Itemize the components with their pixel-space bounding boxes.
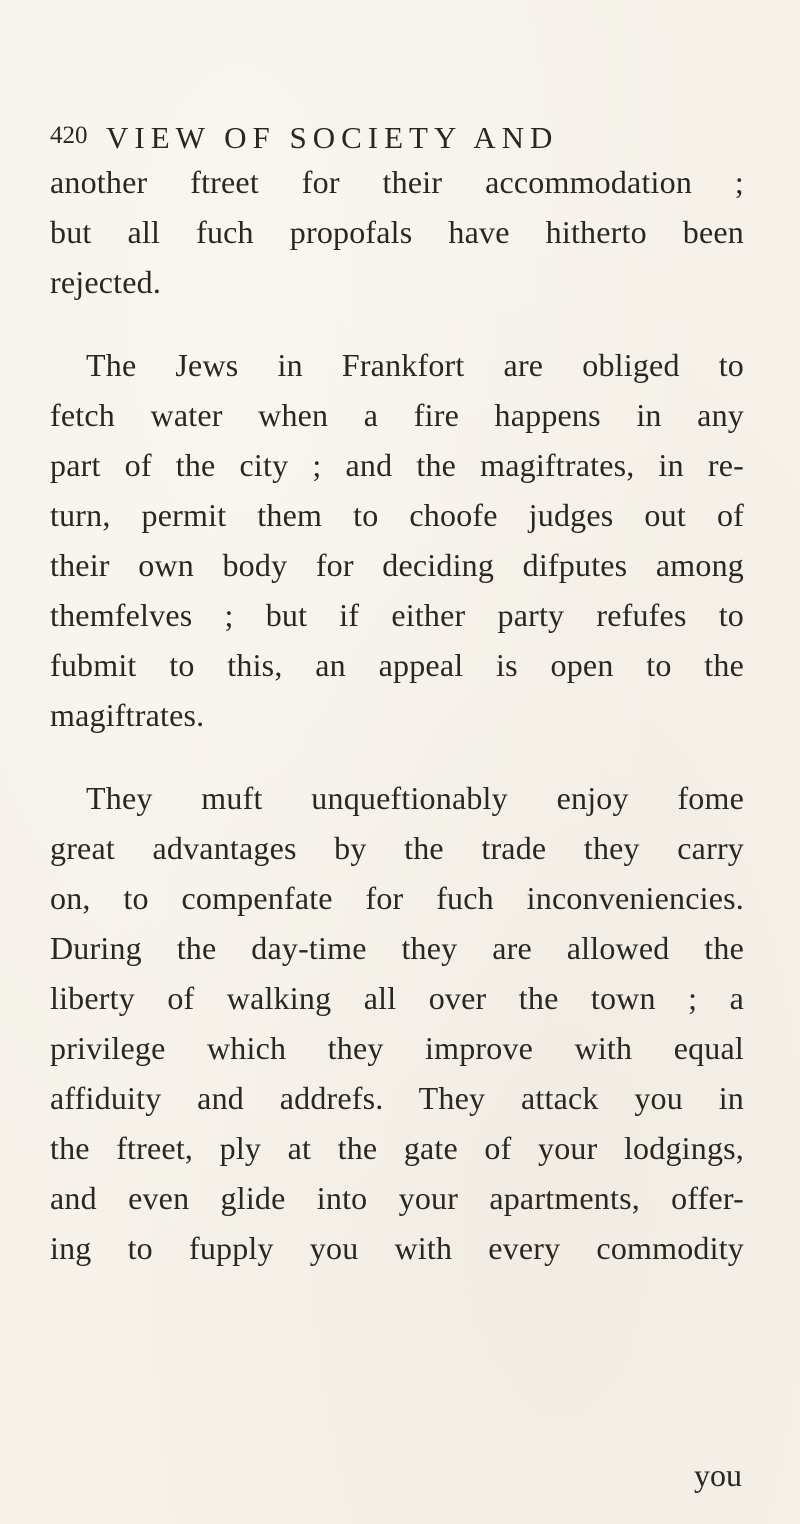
text-line: fetch water when a fire happens in any — [50, 397, 744, 433]
text-line: the ftreet, ply at the gate of your lodgings, — [50, 1130, 744, 1166]
text-line: magiftrates. — [50, 697, 205, 733]
text-line: liberty of walking all over the town ; a — [50, 980, 744, 1016]
catchword: you — [694, 1457, 742, 1493]
text-line: During the day-time they are allowed the — [50, 930, 744, 966]
text-line: part of the city ; and the magiftrates, in re- — [50, 447, 744, 483]
text-line: They muft unqueftionably enjoy fome — [86, 780, 744, 816]
text-line: The Jews in Frankfort are obliged to — [86, 347, 744, 383]
text-line: their own body for deciding difputes among — [50, 547, 744, 583]
text-line: but all fuch propofals have hitherto been — [50, 214, 744, 250]
text-line: themfelves ; but if either party refufes to — [50, 597, 744, 633]
text-line: turn, permit them to choofe judges out of — [50, 497, 744, 533]
text-line: great advantages by the trade they carry — [50, 830, 744, 866]
text-line: and even glide into your apartments, offer- — [50, 1180, 744, 1216]
page-number: 420 — [50, 122, 88, 149]
text-line: rejected. — [50, 264, 162, 300]
text-line: another ftreet for their accommodation ; — [50, 164, 744, 200]
text-line: fubmit to this, an appeal is open to the — [50, 647, 744, 683]
text-line: on, to compenfate for fuch inconveniencies. — [50, 880, 744, 916]
running-head: VIEW OF SOCIETY AND — [106, 120, 559, 155]
text-line: ing to fupply you with every commodity — [50, 1230, 744, 1266]
text-line: affiduity and addrefs. They attack you in — [50, 1080, 744, 1116]
page-header — [50, 120, 760, 160]
text-line: privilege which they improve with equal — [50, 1030, 744, 1066]
